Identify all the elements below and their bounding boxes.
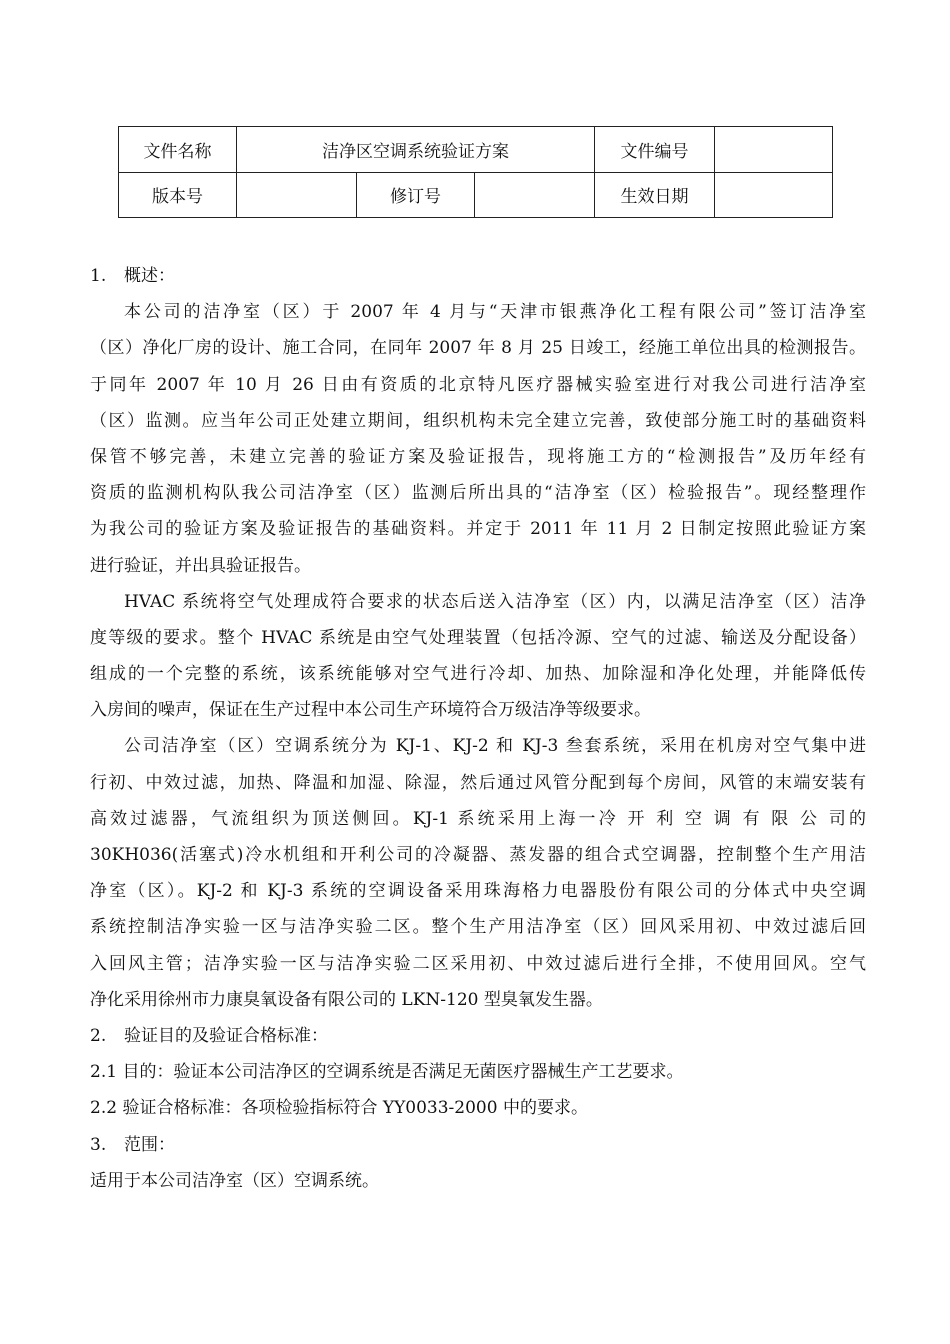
revision-value	[475, 172, 595, 218]
paragraph-line: 公司洁净室（区）空调系统分为 KJ-1、KJ-2 和 KJ-3 叁套系统，采用在机房对空气集中进	[124, 736, 866, 757]
section-2-heading	[90, 1018, 866, 1054]
paragraph-line: 保管不够完善，未建立完善的验证方案及验证报告，现将施工方的“检测报告”及历年经有	[90, 446, 866, 467]
section-number: 3.	[90, 1134, 107, 1155]
paragraph-line: 净化采用徐州市力康臭氧设备有限公司的 LKN-120 型臭氧发生器。	[90, 989, 603, 1010]
section-number: 2.	[90, 1025, 107, 1046]
paragraph-line: 度等级的要求。整个 HVAC 系统是由空气处理装置（包括冷源、空气的过滤、输送及分配设备）	[90, 627, 866, 648]
file-number-label: 文件编号	[595, 127, 715, 173]
section-title: 验证目的及验证合格标准：	[124, 1025, 328, 1046]
effective-date-label: 生效日期	[595, 172, 715, 218]
document-header-table	[118, 126, 833, 218]
acceptance-criteria-item: 2.2 验证合格标准：各项检验指标符合 YY0033-2000 中的要求。	[90, 1098, 588, 1119]
paragraph-line: 本公司的洁净室（区）于 2007 年 4 月与“天津市银燕净化工程有限公司”签订洁净室	[124, 302, 866, 323]
paragraph-line: 为我公司的验证方案及验证报告的基础资料。并定于 2011 年 11 月 2 日制定按照此验证方案	[90, 519, 866, 540]
overview-paragraph-3	[90, 728, 866, 1018]
paragraph-line: 高效过滤器，气流组织为顶送侧回。KJ-1 系统采用上海一冷 开 利 空 调 有 限 公 司的	[90, 808, 866, 829]
file-name-label: 文件名称	[119, 127, 237, 173]
paragraph-line: （区）净化厂房的设计、施工合同，在同年 2007 年 8 月 25 日竣工，经施工单位出具的检测报告。	[90, 338, 866, 359]
version-value	[237, 172, 357, 218]
paragraph-line: 行初、中效过滤，加热、降温和加湿、除湿，然后通过风管分配到每个房间，风管的末端安装有	[90, 772, 866, 793]
paragraph-line: 30KH036(活塞式)冷水机组和开利公司的冷凝器、蒸发器的组合式空调器，控制整个生产用洁	[90, 845, 866, 865]
file-name-value: 洁净区空调系统验证方案	[237, 127, 595, 173]
paragraph-line: （区）监测。应当年公司正处建立期间，组织机构未完全建立完善，致使部分施工时的基础资料	[90, 410, 866, 431]
header-row-2	[119, 172, 833, 218]
scope-text: 适用于本公司洁净室（区）空调系统。	[90, 1170, 379, 1191]
document-body	[90, 258, 866, 1199]
section-1-heading	[90, 258, 866, 294]
overview-paragraph-1	[90, 294, 866, 584]
overview-paragraph-2	[90, 584, 866, 729]
paragraph-line: HVAC 系统将空气处理成符合要求的状态后送入洁净室（区）内，以满足洁净室（区）洁净	[124, 591, 866, 612]
paragraph-line: 资质的监测机构队我公司洁净室（区）监测后所出具的“洁净室（区）检验报告”。现经整理作	[90, 483, 866, 504]
purpose-item: 2.1 目的：验证本公司洁净区的空调系统是否满足无菌医疗器械生产工艺要求。	[90, 1062, 684, 1083]
paragraph-line: 系统控制洁净实验一区与洁净实验二区。整个生产用洁净室（区）回风采用初、中效过滤后回	[90, 917, 866, 938]
revision-label: 修订号	[357, 172, 475, 218]
section-number: 1.	[90, 266, 107, 286]
paragraph-line: 入房间的噪声，保证在生产过程中本公司生产环境符合万级洁净等级要求。	[90, 700, 651, 721]
section-3-heading	[90, 1127, 866, 1163]
paragraph-line: 净室（区）。KJ-2 和 KJ-3 系统的空调设备采用珠海格力电器股份有限公司的分体式中央空调	[90, 881, 866, 902]
header-row-1	[119, 127, 833, 173]
paragraph-line: 于同年 2007 年 10 月 26 日由有资质的北京特凡医疗器械实验室进行对我公司进行洁净室	[90, 374, 866, 395]
section-title: 概述：	[124, 266, 175, 286]
section-title: 范围：	[124, 1134, 175, 1155]
effective-date-value	[715, 172, 833, 218]
paragraph-line: 入回风主管；洁净实验一区与洁净实验二区采用初、中效过滤后进行全排，不使用回风。空气	[90, 953, 866, 974]
file-number-value	[715, 127, 833, 173]
paragraph-line: 组成的一个完整的系统，该系统能够对空气进行冷却、加热、加除湿和净化处理，并能降低传	[90, 664, 866, 685]
paragraph-line: 进行验证，并出具验证报告。	[90, 555, 311, 576]
version-label: 版本号	[119, 172, 237, 218]
